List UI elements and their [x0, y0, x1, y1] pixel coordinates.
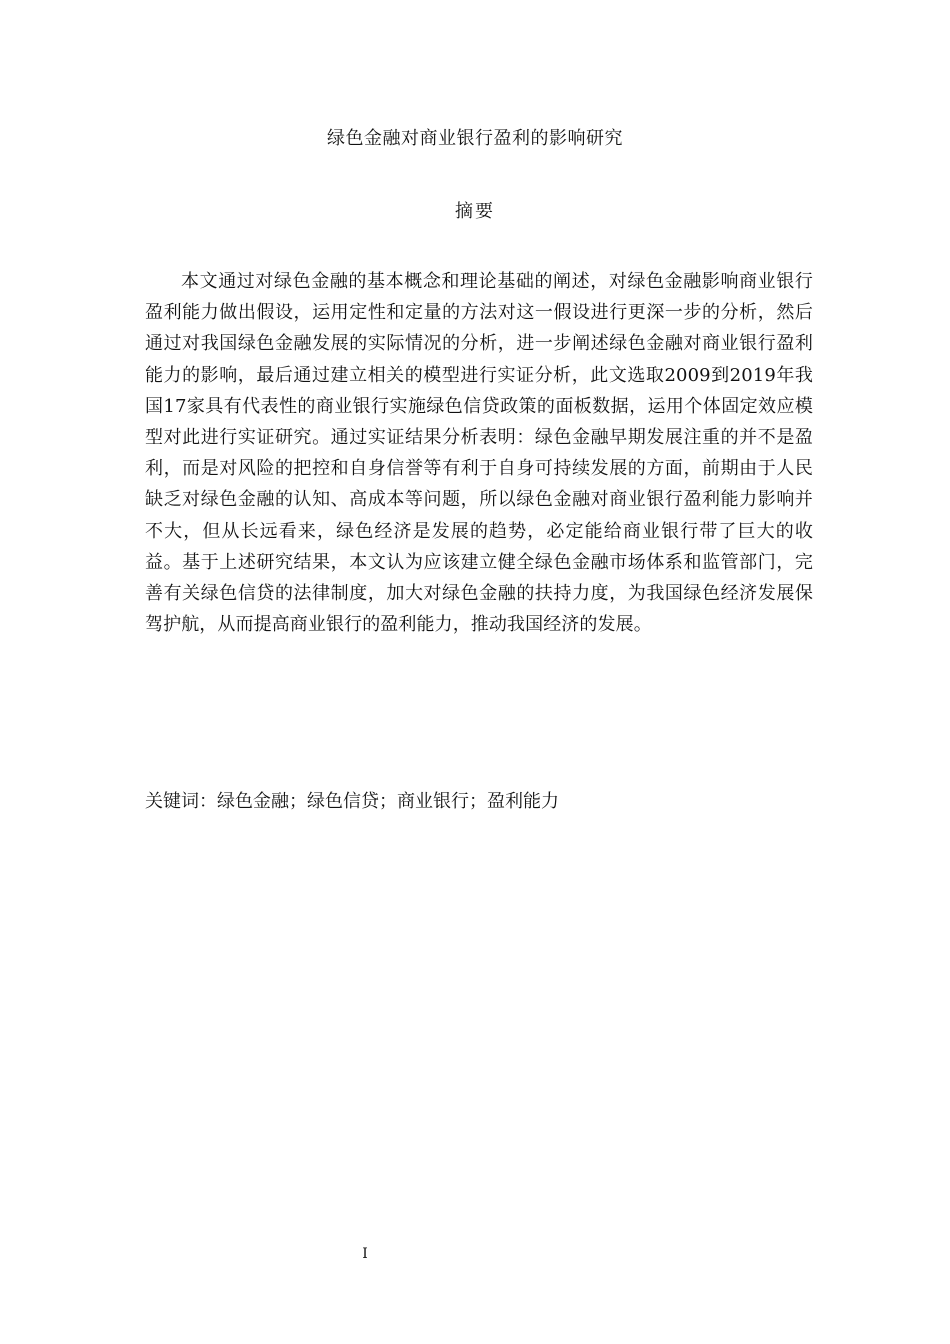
keywords-line: 关键词：绿色金融；绿色信贷；商业银行；盈利能力: [145, 791, 559, 812]
paper-title: 绿色金融对商业银行盈利的影响研究: [327, 128, 623, 149]
page-number: I: [362, 1246, 368, 1262]
abstract-paragraph: 本文通过对绿色金融的基本概念和理论基础的阐述，对绿色金融影响商业银行盈利能力做出假设，运用定性和定量的方法对这一假设进行更深一步的分析，然后通过对我国绿色金融发展的实际情况的分析，进一步阐述绿色金融对商业银行盈利能力的影响，最后通过建立相关的模型进行实证分析，此文选取2009到2019年我国17家具有代表性的商业银行实施绿色信贷政策的面板数据，运用个体固定效应模型对此进行实证研究。通过实证结果分析表明：绿色金融早期发展注重的并不是盈利，而是对风险的把控和自身信誉等有利于自身可持续发展的方面，前期由于人民缺乏对绿色金融的认知、高成本等问题，所以绿色金融对商业银行盈利能力影响并不大，但从长远看来，绿色经济是发展的趋势，必定能给商业银行带了巨大的收益。基于上述研究结果，本文认为应该建立健全绿色金融市场体系和监管部门，完善有关绿色信贷的法律制度，加大对绿色金融的扶持力度，为我国绿色经济发展保驾护航，从而提高商业银行的盈利能力，推动我国经济的发展。: [145, 271, 813, 636]
abstract-heading: 摘要: [455, 201, 495, 222]
